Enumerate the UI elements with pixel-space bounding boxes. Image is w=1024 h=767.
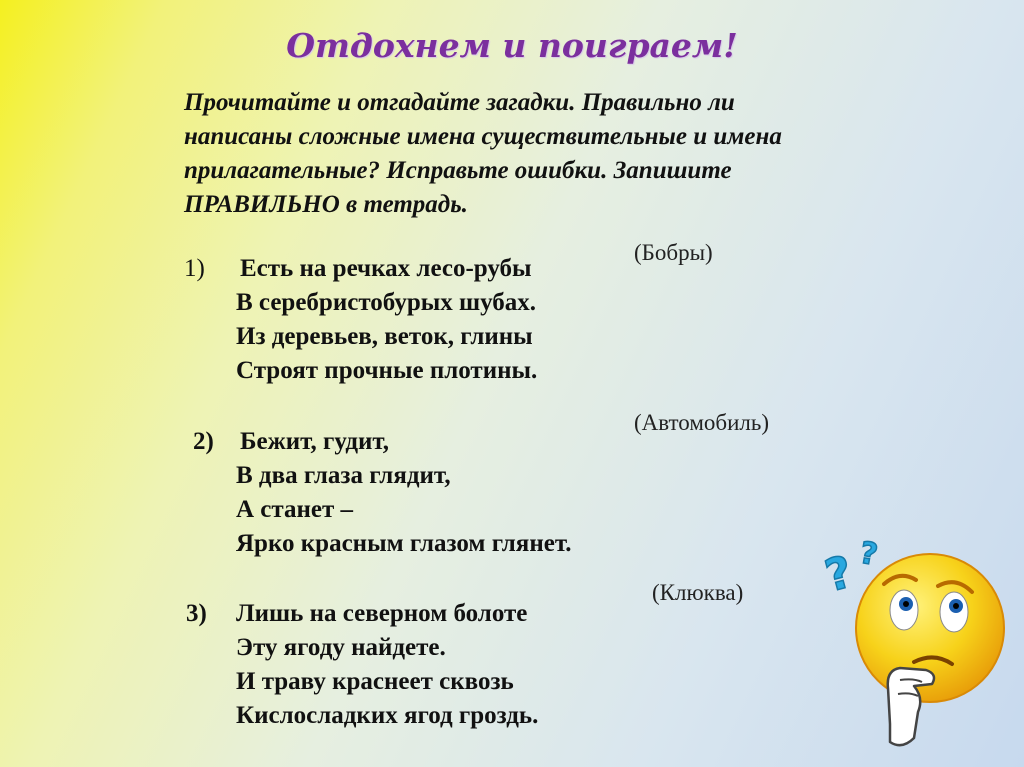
instruction-line: прилагательные? Исправьте ошибки. Запишите bbox=[184, 157, 732, 184]
riddle-line: Кислосладких ягод гроздь. bbox=[236, 702, 539, 729]
slide-title: Отдохнем и поиграем! bbox=[286, 26, 738, 65]
riddle-line: В серебристобурых шубах. bbox=[236, 289, 537, 316]
riddle-line: Строят прочные плотины. bbox=[236, 357, 538, 384]
riddle-line: Лишь на северном болоте bbox=[236, 600, 528, 627]
thinking-smiley-icon bbox=[822, 528, 1012, 758]
riddle-answer: (Клюква) bbox=[652, 580, 744, 605]
riddle-line: Бежит, гудит, bbox=[240, 428, 390, 455]
instruction-line: ПРАВИЛЬНО в тетрадь. bbox=[184, 191, 468, 218]
riddle-line: Из деревьев, веток, глины bbox=[236, 323, 533, 350]
svg-text:?: ? bbox=[822, 546, 858, 603]
riddle-line: Эту ягоду найдете. bbox=[236, 634, 446, 661]
svg-text:?: ? bbox=[857, 535, 881, 574]
riddle-line: Ярко красным глазом глянет. bbox=[236, 530, 572, 557]
riddle-number: 1) bbox=[184, 255, 205, 282]
instruction-line: Прочитайте и отгадайте загадки. Правильно ли bbox=[184, 89, 735, 116]
instruction-text bbox=[184, 86, 884, 222]
riddle-line: Есть на речках лесо-рубы bbox=[240, 255, 532, 282]
instruction-line: написаны сложные имена существительные и имена bbox=[184, 123, 782, 150]
riddle-answer: (Бобры) bbox=[634, 240, 713, 265]
riddle-line: В два глаза глядит, bbox=[236, 462, 451, 489]
riddle-number: 3) bbox=[186, 600, 207, 627]
riddle-number: 2) bbox=[193, 428, 214, 455]
riddle-line: И траву краснеет сквозь bbox=[236, 668, 514, 695]
riddle-answer: (Автомобиль) bbox=[634, 410, 770, 435]
riddle-line: А станет – bbox=[236, 496, 354, 523]
